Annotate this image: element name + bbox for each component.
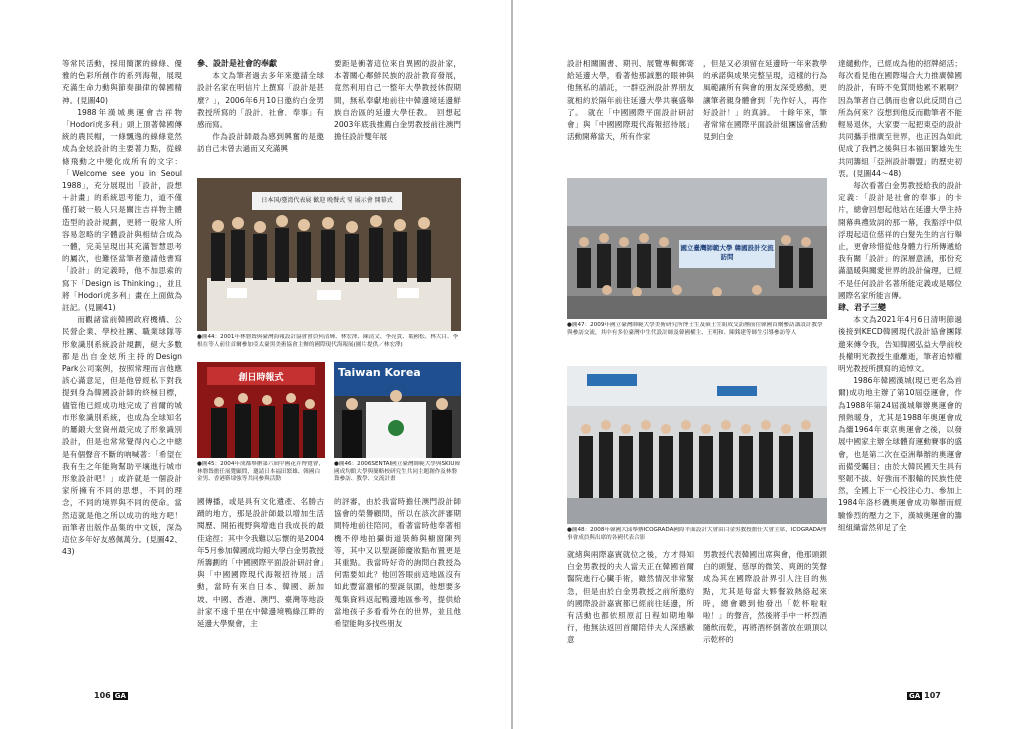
paragraph: 1988年漢城奧運會吉祥物「Hodori虎多利」頭上頂著韓國傳統的農民帽，一條飄逸的線條竟然成為金炫設計的主要著力點，從線條飛動之中變化成所有的文字：「Welcome see you in Seoul 1988」，充分展現出「設計，設想＋計畫」的系統思考能力，道不僅僅打破一般人只是關注吉祥物主體造型的設計規劃，更將一般常人所容易忽略的字體設計與相結合成為一體，完美呈現出其充滿智慧思考的屬次，也難怪當筆者邀請他書寫「設計」的定義時，他不加思索的寫下「Design is Thinking」，並且將「Hodori虎多利」畫在上面做為註記。(見圖41): [62, 107, 182, 313]
paragraph: 設計相關圖書、期刊、展覽專輯郵寄給延邊大學，看著他那誠懇的眼神與他無私的請託，一群亞洲設計界朋友就相約於隔年前往延邊大學共襄盛舉了。 就在「中國國際平面設計研討會」與「中國國際現代海報招待展」活動開幕當天，所有作家: [567, 59, 694, 142]
left-column-3-top: [334, 58, 461, 173]
paragraph: 作為設計師最為感到興奮的是邀訪自己未曾去過而又充滿興: [197, 132, 324, 154]
paragraph: 等常民活動，採用簡潔的線條、優雅的色彩所創作的系列海報，展現充滿生命力動與節奏韻律的韓國精神。(見圖40): [62, 59, 182, 105]
left-column-3-bottom: [334, 496, 461, 684]
right-column-2-bottom: [703, 549, 827, 684]
paragraph: 男教授代表韓國出席與會，他那頭銀白的頭髮、慈厚的微笑、爽朗的笑聲成為其在國際設計界引人注目的焦點，尤其是每當大夥餐敘熱絡起來時，總會聽到他發出「乾杯啦啦啦！」的聲音，然後將手中一杯烈酒隨飲而乾，再將酒杯倒著放在頭頂以示乾杯的: [703, 550, 827, 645]
left-folio: [94, 691, 130, 700]
right-page: [513, 0, 1024, 729]
paragraph: 本文為筆者過去多年來邀請全球設計名家在明信片上撰寫「設計是甚麼？」，2006年6月10日邀約白金男教授所寫的「設計．社會．奉事」有感而寫。: [197, 71, 324, 130]
figure-44-photo: [197, 178, 461, 331]
page-number: 106: [94, 691, 111, 700]
paragraph: 1986年韓國漢城(現已更名為首爾)成功地主辦了第10屆亞運會，作為1988年第24屆漢城舉辦奧運會的預熱暖身，尤其是1988年奧運會成為繼1964年東京奧運會之後，以發展中國家主辦全球體育運動賽事的盛會，也是第二次在亞洲舉辦的奧運會而備受矚目；由於大韓民國天生具有堅韌不拔、好強而不服輸的民族性使然，全國上下一心投注心力、參加上1984年洛杉磯奧運會成功舉辦而經驗慘烈的壓力之下，漢城奧運會的籌組組織當然卯足了全: [838, 376, 962, 532]
figure-48-caption: ●圖48：2008年韓國大邱舉辦ICOGRADA國際平面設計大會由白金男教授擔任大會主席，ICOGRADA理事會成員與出席的各國代表合影: [567, 527, 827, 541]
left-column-2-bottom: [197, 496, 324, 684]
left-column-2-top: [197, 58, 324, 173]
paragraph: 每次看著白金男教授給我的設計定義：「設計是社會的奉事」的卡片，總會回想起他站在延邊大學主持開幕典禮致詞的那一幕，我豁浮中似浮現起這位慈祥的白髮先生的言行舉止，更會珍惜從他身體力行所傳遞給我有關「設計」的深層意涵，那份充滿溫暖與關愛世界的設計倫理，已經不是任何設計名著所能定義或是哪位國際名家所能言傳。: [838, 181, 962, 300]
figure-46-caption: ●圖46：2006SENTAI國立臺灣師範大學與SKIU韓國成均館大學與簡略校研究生共同主題創作及林磐聳參訪、教學、交流計畫: [334, 461, 461, 483]
figure-44-banner: 日本国/臺湾代表展 歡迎 晚餐式 및 展示會 開幕式: [261, 197, 393, 204]
figure-47-banner: 國立臺灣師範大學 韓國設計交流訪問: [680, 244, 774, 261]
figure-46-banner: Taiwan Korea: [338, 366, 421, 379]
right-column-1-bottom: [567, 549, 694, 684]
right-column-2-top: [703, 58, 827, 175]
paragraph: 國傳播，或是具有文化遺產、名勝古蹟的地方，那是設計師最以增加生活閱歷、開拓視野與增進自我成長的最佳途徑；其中令我難以忘懷的是2004年5月參加韓國成均館大學白金男教授所籌劃的「中國國際平面設計研討會」與「中國國際現代海報招待展」活動，當時有來自日本、韓國、新加坡、中國、香港、澳門、臺灣等地設計家不遠千里在中韓邊境鴨綠江畔的延邊大學聚會，主: [197, 497, 324, 629]
paragraph: ，但是又必須留在延邊時一年來教學的承諾與成果完整呈現，這樣的行為風範讓所有與會的朋友深受感動，更讓筆者親身體會到「先作好人，再作好設計！」的真諦。 十餘年來，筆者常常在國際平面設計組團協會活動見到白金: [703, 59, 827, 142]
left-page: [0, 0, 511, 729]
left-column-1: [62, 58, 182, 678]
paragraph: 而觀諸當前韓國政府機構、公民營企業、學校社團、職業球隊等形象識別系統設計規劃，絕大多數都是出自金炫所主持的Design Park公司案例，按照常理而言他應該心滿意足，但是他曾經私下對我提到身為韓國設計師的終極目標，儘管他已經成功地完成了首爾的城市形象識別系統，也成為全球知名的屢鍛大堂資州最完成了形象識別設計，但是也常常覺得內心之中總是有個聲音不斷的吶喊著：「希望在我有生之年能夠幫助平壤進行城市形象設計吧！」或許就是一個設計家所擁有不同的思想，不同的理念，不同的境界與不同的使命。當然這就是他之所以成功的地方吧！而筆者出版作品集的中文版，深為這位多年好友感佩萬分。(見圖42、43): [62, 315, 182, 557]
paragraph: 達繾動作，已經成為他的招牌絕活；每次看見他在國際場合大力推廣韓國的設計，有時不免質問他累不累啊？因為筆者自己偶而也會以此反問自己所為何來？沒想到他反而勸筆者不能輕易退休，大家要一起把東亞的設計共同攜手推廣至世界，也正因為如此促成了我們之後與日本福田繁雄先生共同籌組「亞洲設計聯盟」的歷史初衷。(見圖44～48): [838, 59, 962, 178]
magazine-mark: GA: [114, 692, 126, 700]
figure-47-caption: ●圖47：2009年國立臺灣師範大學美術研究所博士生及碩士生組成交訪團前往韓國首爾參訪講設計教學與參訪交流，其中有多位臺灣中生代設計師及韓國權主、王明和、陳銘建等師生引導參訪等人: [567, 322, 823, 336]
section-heading: 參、設計是社會的奉獻: [197, 59, 277, 68]
figure-45-banner: 創日時報式: [238, 373, 284, 383]
figure-45-photo: [197, 362, 325, 458]
figure-48-photo: [567, 366, 827, 524]
paragraph: 本文為2021年4月6日清明節過後接到KECD韓國現代設計協會團隊邀來傳令我，告知韓國弘益大學前校長權明光教授生重離逝，筆者追悼權明光教授所撰寫的追悼文。: [838, 315, 962, 374]
figure-45-caption: ●圖45：2004年成都舉辦第六屆中國花卉博覽會，林磐聳擔任展覽顧問，邀請日本福田繁雄、韓國白金男、香港靳埭強等共同參與活動: [197, 461, 324, 483]
right-column-3: [838, 58, 962, 686]
paragraph: 就緒與兩際嘉賓就位之後，方才得知白金男教授的夫人當天正在韓國首爾醫院進行心臟手術，雖然情況非常緊急，但是由於白金男教授之前所邀約的國際設計嘉賓都已經前往延邊，所有活動也都依照原訂日程如期地舉行，他無法返回首爾陪伴夫人深感歉意: [567, 550, 694, 645]
page-number: 107: [924, 691, 941, 700]
section-heading: 肆、君子三變: [838, 303, 886, 313]
magazine-mark: GA: [909, 692, 921, 700]
figure-47-photo: [567, 178, 827, 319]
figure-44-caption: ●圖44：2001年林磐聳與臺灣海報設計協會會員何清輝、林宏澤、陳清文、李亮貴、葉國松、林大目、李根在等人前往首爾參加亞太臺黑美術協會主辦的國際現代海報展(圖片提供／林宏澤): [197, 334, 459, 348]
paragraph: 要距是衝著這位來自異國的設計家，本著關心鄰鮮民族的設計教育發展，竟然利用自己一整年大學教授休假期間，無私奉獻地前往中韓邊境延邊鮮族自治區的延邊大學任教。 回想起2003年底我推薦白金男教授前往澳門擔任設計雙年展: [334, 59, 461, 142]
figure-46-photo: [334, 362, 461, 458]
right-folio: [905, 691, 941, 700]
paragraph: 的評審，由於我當時擔任澳門設計師協會的榮譽顧問，所以在該次評審期間特地前往陪同，看著當時他奉著相機不停地拍攝街道裝飾與櫥窗陳列等，其中又以聖誕節慶妝點布置更是其重點。我當時好奇的詢問白教授為何需要如此？他回答眼前這地區沒有如此豐富濃郁的聖誕氛圍，他想要多蒐集資料返起鴨邊地區參考，提供給當地孩子多看看外在的世界，並且他希望能夠多找些朋友: [334, 497, 461, 629]
right-column-1-top: [567, 58, 694, 175]
